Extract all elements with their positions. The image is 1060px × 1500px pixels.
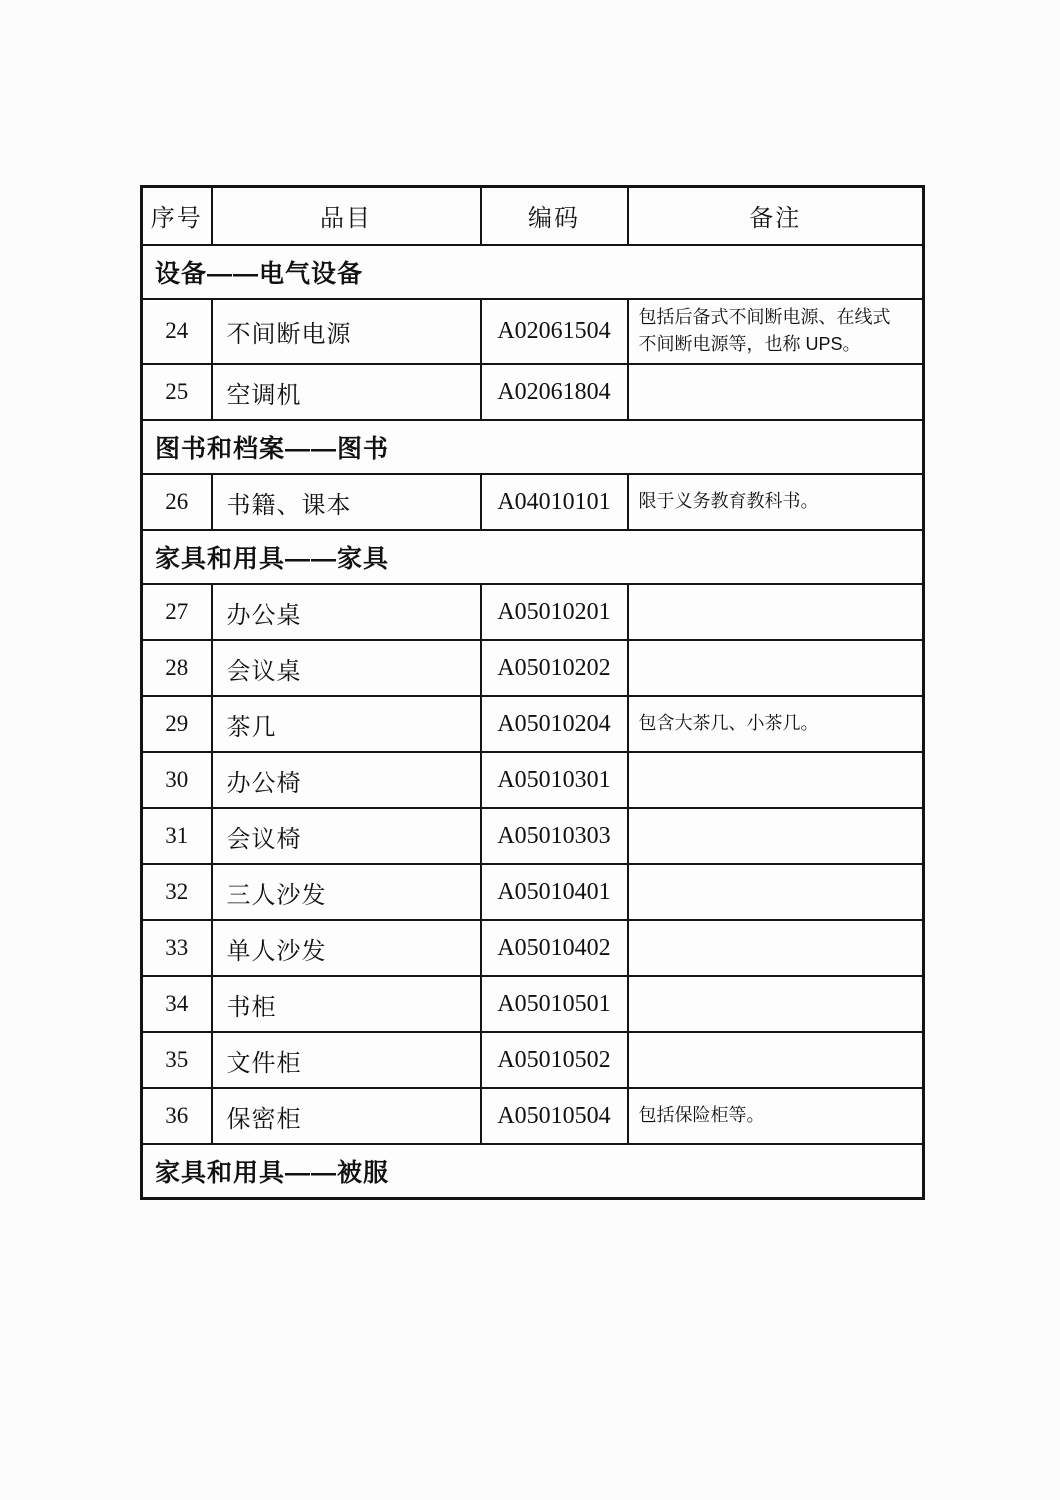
item-cell: 空调机 [212, 364, 481, 420]
table-row [142, 299, 924, 365]
section-row-equipment-electrical [142, 245, 924, 299]
code-cell: A05010401 [481, 864, 628, 920]
serial-cell: 27 [142, 584, 212, 640]
code-cell: A02061504 [481, 299, 628, 365]
col-header-code: 编码 [481, 187, 628, 245]
table-row [142, 864, 924, 920]
remark-cell: 包括保险柜等。 [628, 1088, 924, 1144]
code-cell: A05010202 [481, 640, 628, 696]
table-row [142, 640, 924, 696]
table-row [142, 584, 924, 640]
remark-cell: 包括后备式不间断电源、在线式不间断电源等，也称 UPS。 [628, 299, 924, 365]
item-cell: 保密柜 [212, 1088, 481, 1144]
code-cell: A04010101 [481, 474, 628, 530]
code-cell: A05010504 [481, 1088, 628, 1144]
code-cell: A05010204 [481, 696, 628, 752]
col-header-no: 序号 [142, 187, 212, 245]
item-cell: 不间断电源 [212, 299, 481, 365]
table-row [142, 474, 924, 530]
serial-cell: 24 [142, 299, 212, 365]
serial-cell: 32 [142, 864, 212, 920]
table-header-row [142, 187, 924, 245]
remark-cell [628, 1032, 924, 1088]
code-cell: A02061804 [481, 364, 628, 420]
code-cell: A05010301 [481, 752, 628, 808]
serial-cell: 35 [142, 1032, 212, 1088]
section-row-furniture [142, 530, 924, 584]
section-label: 设备——电气设备 [142, 245, 924, 299]
table-row [142, 696, 924, 752]
code-cell: A05010402 [481, 920, 628, 976]
remark-cell [628, 864, 924, 920]
remark-cell [628, 584, 924, 640]
remark-cell [628, 640, 924, 696]
section-row-furniture-bedding [142, 1144, 924, 1198]
item-cell: 茶几 [212, 696, 481, 752]
serial-cell: 28 [142, 640, 212, 696]
table-row [142, 1088, 924, 1144]
code-cell: A05010303 [481, 808, 628, 864]
item-cell: 文件柜 [212, 1032, 481, 1088]
table-row [142, 1032, 924, 1088]
serial-cell: 33 [142, 920, 212, 976]
serial-cell: 31 [142, 808, 212, 864]
item-cell: 书柜 [212, 976, 481, 1032]
table-row [142, 752, 924, 808]
section-label: 家具和用具——家具 [142, 530, 924, 584]
item-cell: 办公椅 [212, 752, 481, 808]
item-cell: 单人沙发 [212, 920, 481, 976]
code-cell: A05010201 [481, 584, 628, 640]
section-label: 家具和用具——被服 [142, 1144, 924, 1198]
item-cell: 会议桌 [212, 640, 481, 696]
serial-cell: 30 [142, 752, 212, 808]
section-label: 图书和档案——图书 [142, 420, 924, 474]
remark-cell [628, 808, 924, 864]
serial-cell: 25 [142, 364, 212, 420]
item-cell: 办公桌 [212, 584, 481, 640]
table-row [142, 808, 924, 864]
serial-cell: 36 [142, 1088, 212, 1144]
remark-cell: 包含大茶几、小茶几。 [628, 696, 924, 752]
col-header-remark: 备注 [628, 187, 924, 245]
item-code-table [140, 185, 925, 1200]
remark-cell [628, 920, 924, 976]
remark-cell [628, 752, 924, 808]
table-row [142, 976, 924, 1032]
remark-cell: 限于义务教育教科书。 [628, 474, 924, 530]
serial-cell: 34 [142, 976, 212, 1032]
item-cell: 会议椅 [212, 808, 481, 864]
col-header-item: 品目 [212, 187, 481, 245]
serial-cell: 26 [142, 474, 212, 530]
code-cell: A05010502 [481, 1032, 628, 1088]
serial-cell: 29 [142, 696, 212, 752]
section-row-books-archives [142, 420, 924, 474]
table-row [142, 364, 924, 420]
item-cell: 三人沙发 [212, 864, 481, 920]
code-cell: A05010501 [481, 976, 628, 1032]
item-cell: 书籍、课本 [212, 474, 481, 530]
remark-cell [628, 976, 924, 1032]
table-row [142, 920, 924, 976]
remark-cell [628, 364, 924, 420]
